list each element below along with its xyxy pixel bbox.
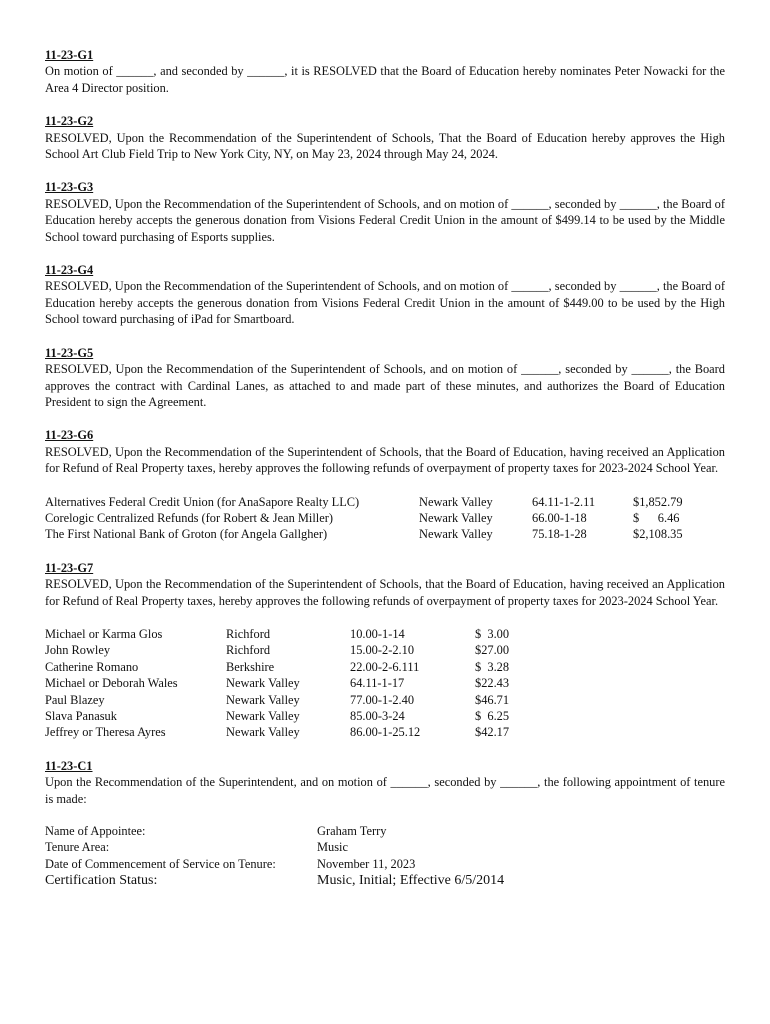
table-row [45, 494, 683, 510]
parcel-number: 64.11-1-17 [350, 676, 405, 691]
refund-amount: $46.71 [475, 692, 510, 707]
town: Newark Valley [419, 527, 493, 542]
document-page [45, 47, 725, 906]
table-row [45, 510, 683, 526]
refund-amount [633, 494, 683, 510]
tenure-label: Tenure Area: [45, 840, 110, 855]
refund-amount: $ 3.28 [475, 659, 510, 674]
refund-table-g6 [45, 494, 683, 543]
town: Newark Valley [226, 676, 300, 691]
resolution-g7 [45, 560, 725, 741]
resolution-number: 11-23-G1 [45, 48, 94, 62]
payee-name: Catherine Romano [45, 659, 139, 674]
refund-amount: $ 3.00 [475, 626, 510, 641]
amount-text: $1,852.79 [633, 494, 683, 509]
parcel-number: 77.00-1-2.40 [350, 692, 415, 707]
resolution-g5 [45, 345, 725, 411]
parcel-number: 10.00-1-14 [350, 626, 405, 641]
parcel-number: 86.00-1-25.12 [350, 725, 421, 740]
town: Newark Valley [226, 692, 300, 707]
amount-text: $2,108.35 [633, 527, 683, 542]
resolution-text: RESOLVED, Upon the Recommendation of the Superintendent of Schools, That the Board of Education hereby approves the High School Art Club Field Trip to New York City, NY, on May 23, 2024 through May 24, 2024. [45, 130, 725, 162]
payee-name: Alternatives Federal Credit Union (for AnaSapore Realty LLC) [45, 494, 360, 509]
tenure-label: Certification Status: [45, 873, 158, 889]
parcel-number: 15.00-2-2.10 [350, 643, 415, 658]
refund-amount: $42.17 [475, 725, 510, 740]
refund-table-g7 [45, 626, 509, 741]
refund-amount [633, 526, 683, 542]
town: Richford [226, 643, 271, 658]
tenure-value: Music [317, 840, 348, 855]
table-row [45, 724, 509, 740]
tenure-details [45, 823, 504, 889]
resolution-text: Upon the Recommendation of the Superintendent, and on motion of ______, seconded by ______, the following appointment of tenure is made: [45, 775, 725, 806]
table-row [45, 642, 509, 658]
payee-name: Jeffrey or Theresa Ayres [45, 725, 166, 740]
parcel-number: 22.00-2-6.111 [350, 659, 420, 674]
amount-text: $ 6.46 [633, 510, 680, 525]
resolution-text: RESOLVED, Upon the Recommendation of the Superintendent of Schools, that the Board of Education, having received an Application for Refund of Real Property taxes, hereby approves the following refunds of overpayment of property taxes for 2023-2024 School Year. [45, 444, 725, 476]
resolution-number: 11-23-G7 [45, 560, 94, 575]
town: Berkshire [226, 659, 275, 674]
resolution-g3 [45, 179, 725, 245]
tenure-row [45, 856, 504, 872]
table-row [45, 626, 509, 642]
payee-name: Paul Blazey [45, 692, 105, 707]
payee-name: John Rowley [45, 643, 111, 658]
parcel-number: 75.18-1-28 [532, 527, 587, 542]
tenure-value: Music, Initial; Effective 6/5/2014 [317, 873, 505, 889]
tenure-row [45, 839, 504, 855]
table-row [45, 675, 509, 691]
tenure-row [45, 872, 504, 889]
payee-name: Michael or Karma Glos [45, 626, 163, 641]
refund-amount [633, 510, 683, 526]
tenure-value: November 11, 2023 [317, 856, 416, 871]
town: Newark Valley [419, 510, 493, 525]
resolution-text: On motion of ______, and seconded by ______, it is RESOLVED that the Board of Education hereby nominates Peter Nowacki for the Area 4 Director position. [45, 64, 725, 95]
resolution-text: RESOLVED, Upon the Recommendation of the Superintendent of Schools, that the Board of Education, having received an Application for Refund of Real Property taxes, hereby approves the following refunds of overpayment of property taxes for 2023-2024 School Year. [45, 577, 725, 608]
resolution-text: RESOLVED, Upon the Recommendation of the Superintendent of Schools, and on motion of ______, seconded by ______, the Board of Education hereby accepts the generous donation from Visions Federal Credit Union in the amount of $449.00 to be used by the High School toward purchasing of iPad for Smartboard. [45, 279, 725, 327]
parcel-number: 66.00-1-18 [532, 510, 587, 525]
resolution-number: 11-23-C1 [45, 758, 93, 773]
payee-name: Michael or Deborah Wales [45, 676, 178, 691]
resolution-g6 [45, 427, 725, 542]
parcel-number: 64.11-1-2.11 [532, 494, 596, 509]
resolution-number: 11-23-G3 [45, 180, 94, 195]
payee-name: The First National Bank of Groton (for Angela Gallgher) [45, 527, 328, 542]
table-row [45, 659, 509, 675]
resolution-text: RESOLVED, Upon the Recommendation of the Superintendent of Schools, and on motion of ______, seconded by ______, the Board approves the contract with Cardinal Lanes, as attached to and made part of these minutes, and authorizes the Board of Education President to sign the Agreement. [45, 362, 725, 409]
payee-name: Slava Panasuk [45, 709, 117, 723]
resolution-g2 [45, 113, 725, 162]
refund-amount: $27.00 [475, 643, 510, 658]
resolution-number: 11-23-G2 [45, 114, 94, 129]
resolution-g1 [45, 47, 725, 96]
tenure-label: Name of Appointee: [45, 824, 146, 839]
table-row [45, 692, 509, 708]
town: Newark Valley [226, 725, 300, 740]
town: Richford [226, 626, 271, 641]
refund-amount: $22.43 [475, 676, 510, 691]
parcel-number: 85.00-3-24 [350, 709, 405, 723]
payee-name: Corelogic Centralized Refunds (for Robert & Jean Miller) [45, 510, 333, 525]
table-row [45, 708, 509, 724]
resolution-c1 [45, 758, 725, 889]
resolution-number: 11-23-G4 [45, 263, 94, 278]
refund-amount: $ 6.25 [475, 709, 510, 723]
town: Newark Valley [419, 494, 493, 509]
tenure-row [45, 823, 504, 839]
tenure-value: Graham Terry [317, 824, 387, 839]
resolution-text: RESOLVED, Upon the Recommendation of the Superintendent of Schools, and on motion of ______, seconded by ______, the Board of Education hereby accepts the generous donation from Visions Federal Credit Union in the amount of $499.14 to be used by the Middle School toward purchasing of Esports supplies. [45, 196, 725, 244]
table-row [45, 526, 683, 542]
tenure-label: Date of Commencement of Service on Tenure: [45, 856, 276, 871]
town: Newark Valley [226, 709, 300, 723]
resolution-number: 11-23-G5 [45, 345, 94, 360]
resolution-number: 11-23-G6 [45, 428, 94, 443]
resolution-g4 [45, 262, 725, 328]
